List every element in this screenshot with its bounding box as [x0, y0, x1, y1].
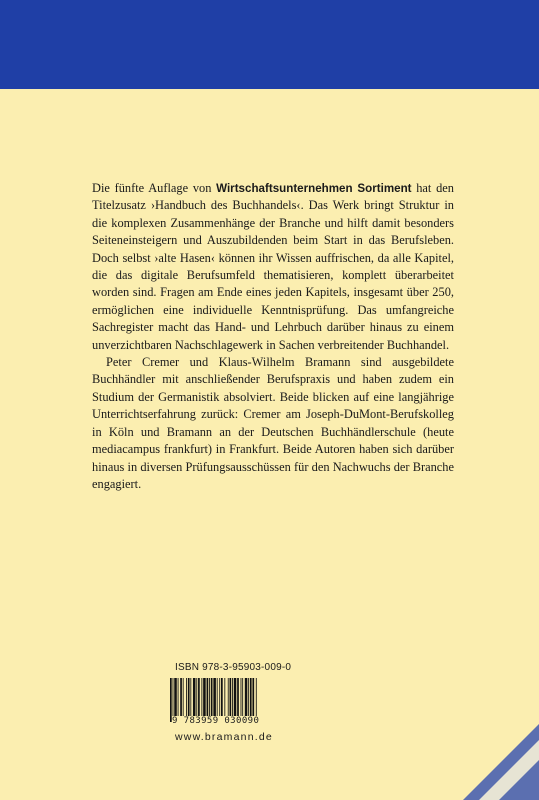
- top-color-band: [0, 0, 539, 89]
- blurb-description-text: hat den Titelzusatz ›Handbuch des Buchhandels‹. Das Werk bringt Struktur in die komplexen Zusammenhänge der Branche und hilft damit besonders Seiteneinsteigern und Auszubildenden beim Start in das Berufsleben. Doch selbst ›alte Hasen‹ können ihr Wissen auffrischen, da alle Kapitel, die das digitale Berufsumfeld thematisieren, komplett überarbeitet worden sind. Fragen am Ende eines jeden Kapitels, insgesamt über 250, ermöglichen eine individuelle Kenntnisprüfung. Das umfangreiche Sachregister macht das Hand- und Lehrbuch darüber hinaus zu einem unverzichtbaren Nachschlagewerk in Sachen verbreitender Buchhandel.: [92, 181, 454, 352]
- publisher-url: www.bramann.de: [175, 731, 273, 743]
- blurb-intro-text: Die fünfte Auflage von: [92, 181, 217, 195]
- corner-ribbon-tip: [499, 760, 539, 800]
- barcode-digits: 9 783959 030090: [172, 716, 284, 726]
- back-cover-blurb: [92, 180, 454, 493]
- blurb-paragraph-2: Peter Cremer und Klaus-Wilhelm Bramann sind ausgebildete Buchhändler mit anschließender Berufspraxis und haben zudem ein Studium der Germanistik absolviert. Beide blicken auf eine langjährige Unterrichtserfahrung zurück: Cremer am Joseph-DuMont-Berufskolleg in Köln und Bramann an der Deutschen Buchhändlerschule (heute mediacampus frankfurt) in Frankfurt. Beide Autoren haben sich darüber hinaus in diversen Prüfungsausschüssen für den Nachwuchs der Branche engagiert.: [92, 355, 454, 491]
- book-title: Wirtschaftsunternehmen Sortiment: [216, 182, 412, 195]
- isbn-label: ISBN 978-3-95903-009-0: [175, 662, 292, 673]
- blurb-paragraph-1: [92, 180, 454, 354]
